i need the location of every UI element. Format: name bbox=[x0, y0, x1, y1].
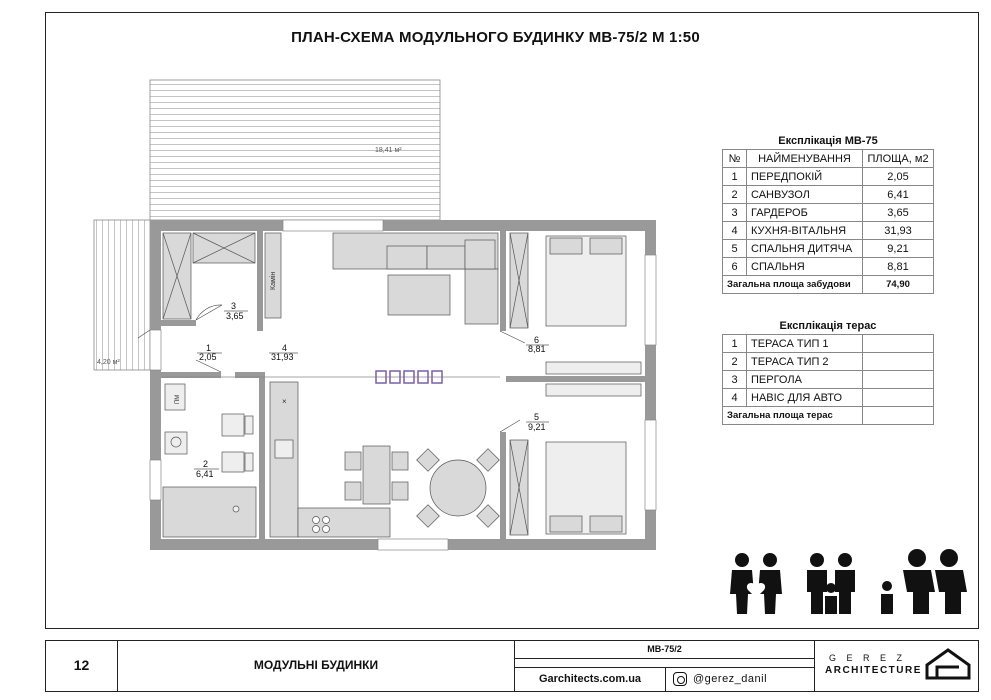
cell-area bbox=[863, 335, 934, 353]
room-6-area: 8,81 bbox=[528, 344, 546, 354]
terrace-left bbox=[94, 220, 150, 370]
cell-area: 8,81 bbox=[863, 258, 934, 276]
total-label: Загальна площа забудови bbox=[723, 276, 863, 294]
room-4-area: 31,93 bbox=[271, 352, 294, 362]
cell-num: 1 bbox=[723, 168, 747, 186]
rooms-table-caption: Експлікація МВ-75 bbox=[778, 135, 878, 147]
bathroom-fixtures bbox=[163, 384, 256, 537]
cell-name: ПЕРЕДПОКІЙ bbox=[747, 168, 863, 186]
sheet-number-cell bbox=[46, 641, 118, 691]
header-num: № bbox=[723, 150, 747, 168]
brand-name: G E R E Z bbox=[829, 653, 907, 663]
couple-heart-icon bbox=[730, 553, 782, 614]
room-2-num: 2 bbox=[203, 459, 209, 469]
cell-name: ПЕРГОЛА bbox=[747, 371, 863, 389]
cell-num: 2 bbox=[723, 186, 747, 204]
terrace-table bbox=[722, 334, 934, 425]
section-title: МОДУЛЬНІ БУДИНКИ bbox=[253, 658, 379, 672]
table-row bbox=[723, 222, 934, 240]
website-link[interactable]: Garchitects.com.ua bbox=[515, 667, 666, 691]
model-code: МВ-75/2 bbox=[515, 641, 814, 659]
header-name: НАЙМЕНУВАННЯ bbox=[747, 150, 863, 168]
terrace-total-value bbox=[863, 407, 934, 425]
cell-num: 4 bbox=[723, 222, 747, 240]
cell-name: ТЕРАСА ТИП 1 bbox=[747, 335, 863, 353]
brand-cell bbox=[815, 641, 977, 691]
room-2-area: 6,41 bbox=[196, 469, 214, 479]
room-6-num: 6 bbox=[534, 335, 540, 345]
table-row bbox=[723, 168, 934, 186]
room-3-area: 3,65 bbox=[226, 311, 244, 321]
cell-num: 6 bbox=[723, 258, 747, 276]
table-row bbox=[723, 389, 934, 407]
cell-num: 2 bbox=[723, 353, 747, 371]
table-row bbox=[723, 353, 934, 371]
house-logo-icon bbox=[925, 647, 971, 681]
total-row bbox=[723, 407, 934, 425]
cell-name: СПАЛЬНЯ bbox=[747, 258, 863, 276]
cell-area: 2,05 bbox=[863, 168, 934, 186]
total-value: 74,90 bbox=[863, 276, 934, 294]
brand-subtitle: ARCHITECTURE bbox=[825, 665, 922, 676]
room-3-num: 3 bbox=[231, 301, 237, 311]
hood-mark: × bbox=[282, 397, 287, 406]
room-4-num: 4 bbox=[282, 343, 288, 353]
room-5-num: 5 bbox=[534, 412, 540, 422]
rooms-table bbox=[722, 149, 934, 294]
instagram-handle[interactable]: @gerez_danil bbox=[693, 673, 768, 685]
room-5-area: 9,21 bbox=[528, 422, 546, 432]
cell-area: 31,93 bbox=[863, 222, 934, 240]
cell-area bbox=[863, 371, 934, 389]
room-1-num: 1 bbox=[206, 343, 212, 353]
wardrobe-furniture bbox=[163, 233, 281, 319]
section-cell bbox=[118, 641, 515, 691]
cell-name: САНВУЗОЛ bbox=[747, 186, 863, 204]
total-row bbox=[723, 276, 934, 294]
cell-num: 3 bbox=[723, 371, 747, 389]
bedroom-5-furniture bbox=[510, 384, 641, 535]
table-row bbox=[723, 204, 934, 222]
info-cell bbox=[515, 641, 815, 691]
page-title: ПЛАН-СХЕМА МОДУЛЬНОГО БУДИНКУ МВ-75/2 М 1:50 bbox=[291, 29, 700, 46]
sheet-number: 12 bbox=[73, 657, 90, 673]
instagram-icon bbox=[673, 672, 687, 686]
cell-name: СПАЛЬНЯ ДИТЯЧА bbox=[747, 240, 863, 258]
terrace-left-area: 4,20 м² bbox=[97, 359, 120, 366]
parents-kid-icon bbox=[881, 549, 967, 614]
terrace-table-caption: Експлікація терас bbox=[779, 320, 877, 332]
table-row bbox=[723, 371, 934, 389]
cell-area: 9,21 bbox=[863, 240, 934, 258]
cell-name: ТЕРАСА ТИП 2 bbox=[747, 353, 863, 371]
terrace-total-label: Загальна площа терас bbox=[723, 407, 863, 425]
cell-area: 6,41 bbox=[863, 186, 934, 204]
family-child-icon bbox=[807, 553, 855, 614]
kamin-label: Камін bbox=[270, 271, 277, 290]
family-icons bbox=[728, 548, 978, 620]
terrace-top-area: 18,41 м² bbox=[375, 147, 402, 154]
table-row bbox=[723, 240, 934, 258]
cell-name: НАВІС ДЛЯ АВТО bbox=[747, 389, 863, 407]
cell-name: ГАРДЕРОБ bbox=[747, 204, 863, 222]
cell-area: 3,65 bbox=[863, 204, 934, 222]
title-block bbox=[45, 640, 979, 692]
cell-num: 3 bbox=[723, 204, 747, 222]
sofa bbox=[333, 233, 498, 324]
cell-num: 1 bbox=[723, 335, 747, 353]
cell-num: 5 bbox=[723, 240, 747, 258]
pm-label: ПМ bbox=[175, 394, 181, 404]
header-area: ПЛОЩА, м2 bbox=[863, 150, 934, 168]
table-row bbox=[723, 186, 934, 204]
cell-name: КУХНЯ-ВІТАЛЬНЯ bbox=[747, 222, 863, 240]
room-1-area: 2,05 bbox=[199, 352, 217, 362]
table-row bbox=[723, 258, 934, 276]
cell-area bbox=[863, 389, 934, 407]
table-row bbox=[723, 335, 934, 353]
cell-area bbox=[863, 353, 934, 371]
cell-num: 4 bbox=[723, 389, 747, 407]
